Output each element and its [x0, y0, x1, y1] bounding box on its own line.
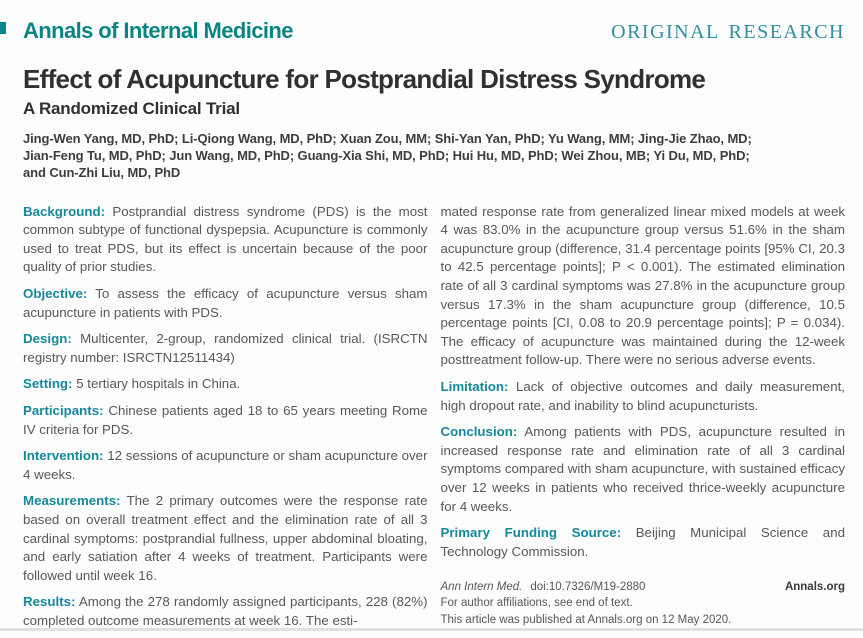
section-text: Chinese patients aged 18 to 65 years meeting Rome IV criteria for PDS.	[23, 402, 428, 437]
section-label: Objective:	[23, 285, 88, 301]
section-text: 5 tertiary hospitals in China.	[76, 376, 241, 392]
author-line: Jing-Wen Yang, MD, PhD; Li-Qiong Wang, MD, PhD; Xuan Zou, MM; Shi-Yan Yan, PhD; Yu Wang, MM; Jing-Jie Zhao, MD;	[23, 130, 752, 146]
section-measurements	[23, 492, 428, 585]
footer-journal-name: Ann Intern Med.	[440, 580, 523, 593]
section-label: Conclusion:	[440, 424, 518, 440]
abstract-right-column	[441, 203, 846, 638]
section-label: Background:	[23, 203, 106, 219]
abstract-columns	[23, 203, 845, 638]
section-text: The 2 primary outcomes were the response rate based on overall treatment effect and the elimination rate of all 3 cardinal symptoms: postprandial fullness, upper abdominal bloating, and early satiation after 4 weeks of treatment. Participants were followed until week 16.	[23, 493, 428, 583]
author-line: and Cun-Zhi Liu, MD, PhD	[23, 164, 181, 180]
section-text: Among the 278 randomly assigned participants, 228 (82%) completed outcome measurements at week 16. The esti-	[23, 594, 428, 628]
section-results	[23, 593, 428, 630]
section-design	[23, 330, 428, 367]
section-label: Limitation:	[440, 378, 509, 394]
section-text: Postprandial distress syndrome (PDS) is the most common subtype of functional dyspepsia. Acupuncture is commonly used to treat PDS, but its effect is uncertain because of the poor quality of prior studies.	[23, 203, 428, 275]
section-label: Participants:	[23, 402, 104, 418]
masthead	[23, 15, 845, 44]
section-text: 12 sessions of acupuncture or sham acupuncture over 4 weeks.	[23, 448, 428, 482]
section-results-continued	[441, 203, 846, 370]
footer-citation	[441, 579, 646, 596]
left-edge-artifact	[0, 22, 6, 34]
section-primary-funding-source	[441, 524, 846, 561]
section-text: mated response rate from generalized linear mixed models at week 4 was 83.0% in the acupuncture group versus 51.6% in the sham acupuncture group (difference, 31.4 percentage points [95% CI, 20.3 to 42.5 percentage points]; P < 0.001). The estimated elimination rate of all 3 cardinal symptoms was 27.8% in the acupuncture group versus 17.3% in the sham acupuncture group (difference, 10.5 percentage points [CI, 0.08 to 20.9 percentage points]; P = 0.034). The efficacy of acupuncture was maintained during the 12-week posttreatment follow-up. There were no serious adverse events.	[440, 203, 845, 368]
author-line: Jian-Feng Tu, MD, PhD; Jun Wang, MD, PhD; Guang-Xia Shi, MD, PhD; Hui Hu, MD, PhD; Wei Zhou, MB; Yi Du, MD, PhD;	[23, 147, 750, 163]
footer-doi: doi:10.7326/M19-2880	[530, 580, 646, 593]
footer-published-note: This article was published at Annals.org on 12 May 2020.	[440, 613, 732, 626]
section-objective	[23, 285, 428, 322]
section-conclusion	[441, 423, 846, 516]
footer-site-link[interactable]: Annals.org	[784, 580, 845, 593]
section-participants	[23, 402, 428, 439]
section-limitation	[441, 378, 846, 415]
section-text: Lack of objective outcomes and daily measurement, high dropout rate, and inability to blind acupuncturists.	[440, 378, 845, 413]
section-text: Beijing Municipal Science and Technology Commission.	[440, 525, 845, 559]
footer-affiliations-note: For author affiliations, see end of text.	[440, 597, 633, 610]
abstract-left-column	[23, 203, 428, 638]
section-label: Measurements:	[23, 493, 121, 509]
section-label: Primary Funding Source:	[440, 525, 622, 541]
author-list	[23, 130, 845, 181]
section-intervention	[23, 447, 428, 484]
section-label: Design:	[23, 331, 72, 347]
journal-logo: Annals of Internal Medicine	[23, 18, 293, 43]
section-text: To assess the efficacy of acupuncture versus sham acupuncture in patients with PDS.	[23, 285, 428, 320]
section-label: Intervention:	[23, 448, 104, 464]
footer-citation-row	[441, 579, 846, 596]
section-text: Among patients with PDS, acupuncture resulted in increased response rate and elimination rate of all 3 cardinal symptoms compared with sham acupuncture, with sustained efficacy over 12 weeks in patients who received thrice-weekly acupuncture for 4 weeks.	[440, 424, 845, 514]
section-background	[23, 203, 428, 277]
section-label: Results:	[23, 594, 76, 610]
original-research-label: original research	[611, 13, 845, 45]
page-title: Effect of Acupuncture for Postprandial Distress Syndrome	[23, 64, 706, 94]
section-setting	[23, 375, 428, 394]
page-subtitle: A Randomized Clinical Trial	[23, 98, 240, 118]
section-text: Multicenter, 2-group, randomized clinical trial. (ISRCTN registry number: ISRCTN12511434)	[23, 331, 428, 365]
section-label: Setting:	[23, 376, 73, 392]
